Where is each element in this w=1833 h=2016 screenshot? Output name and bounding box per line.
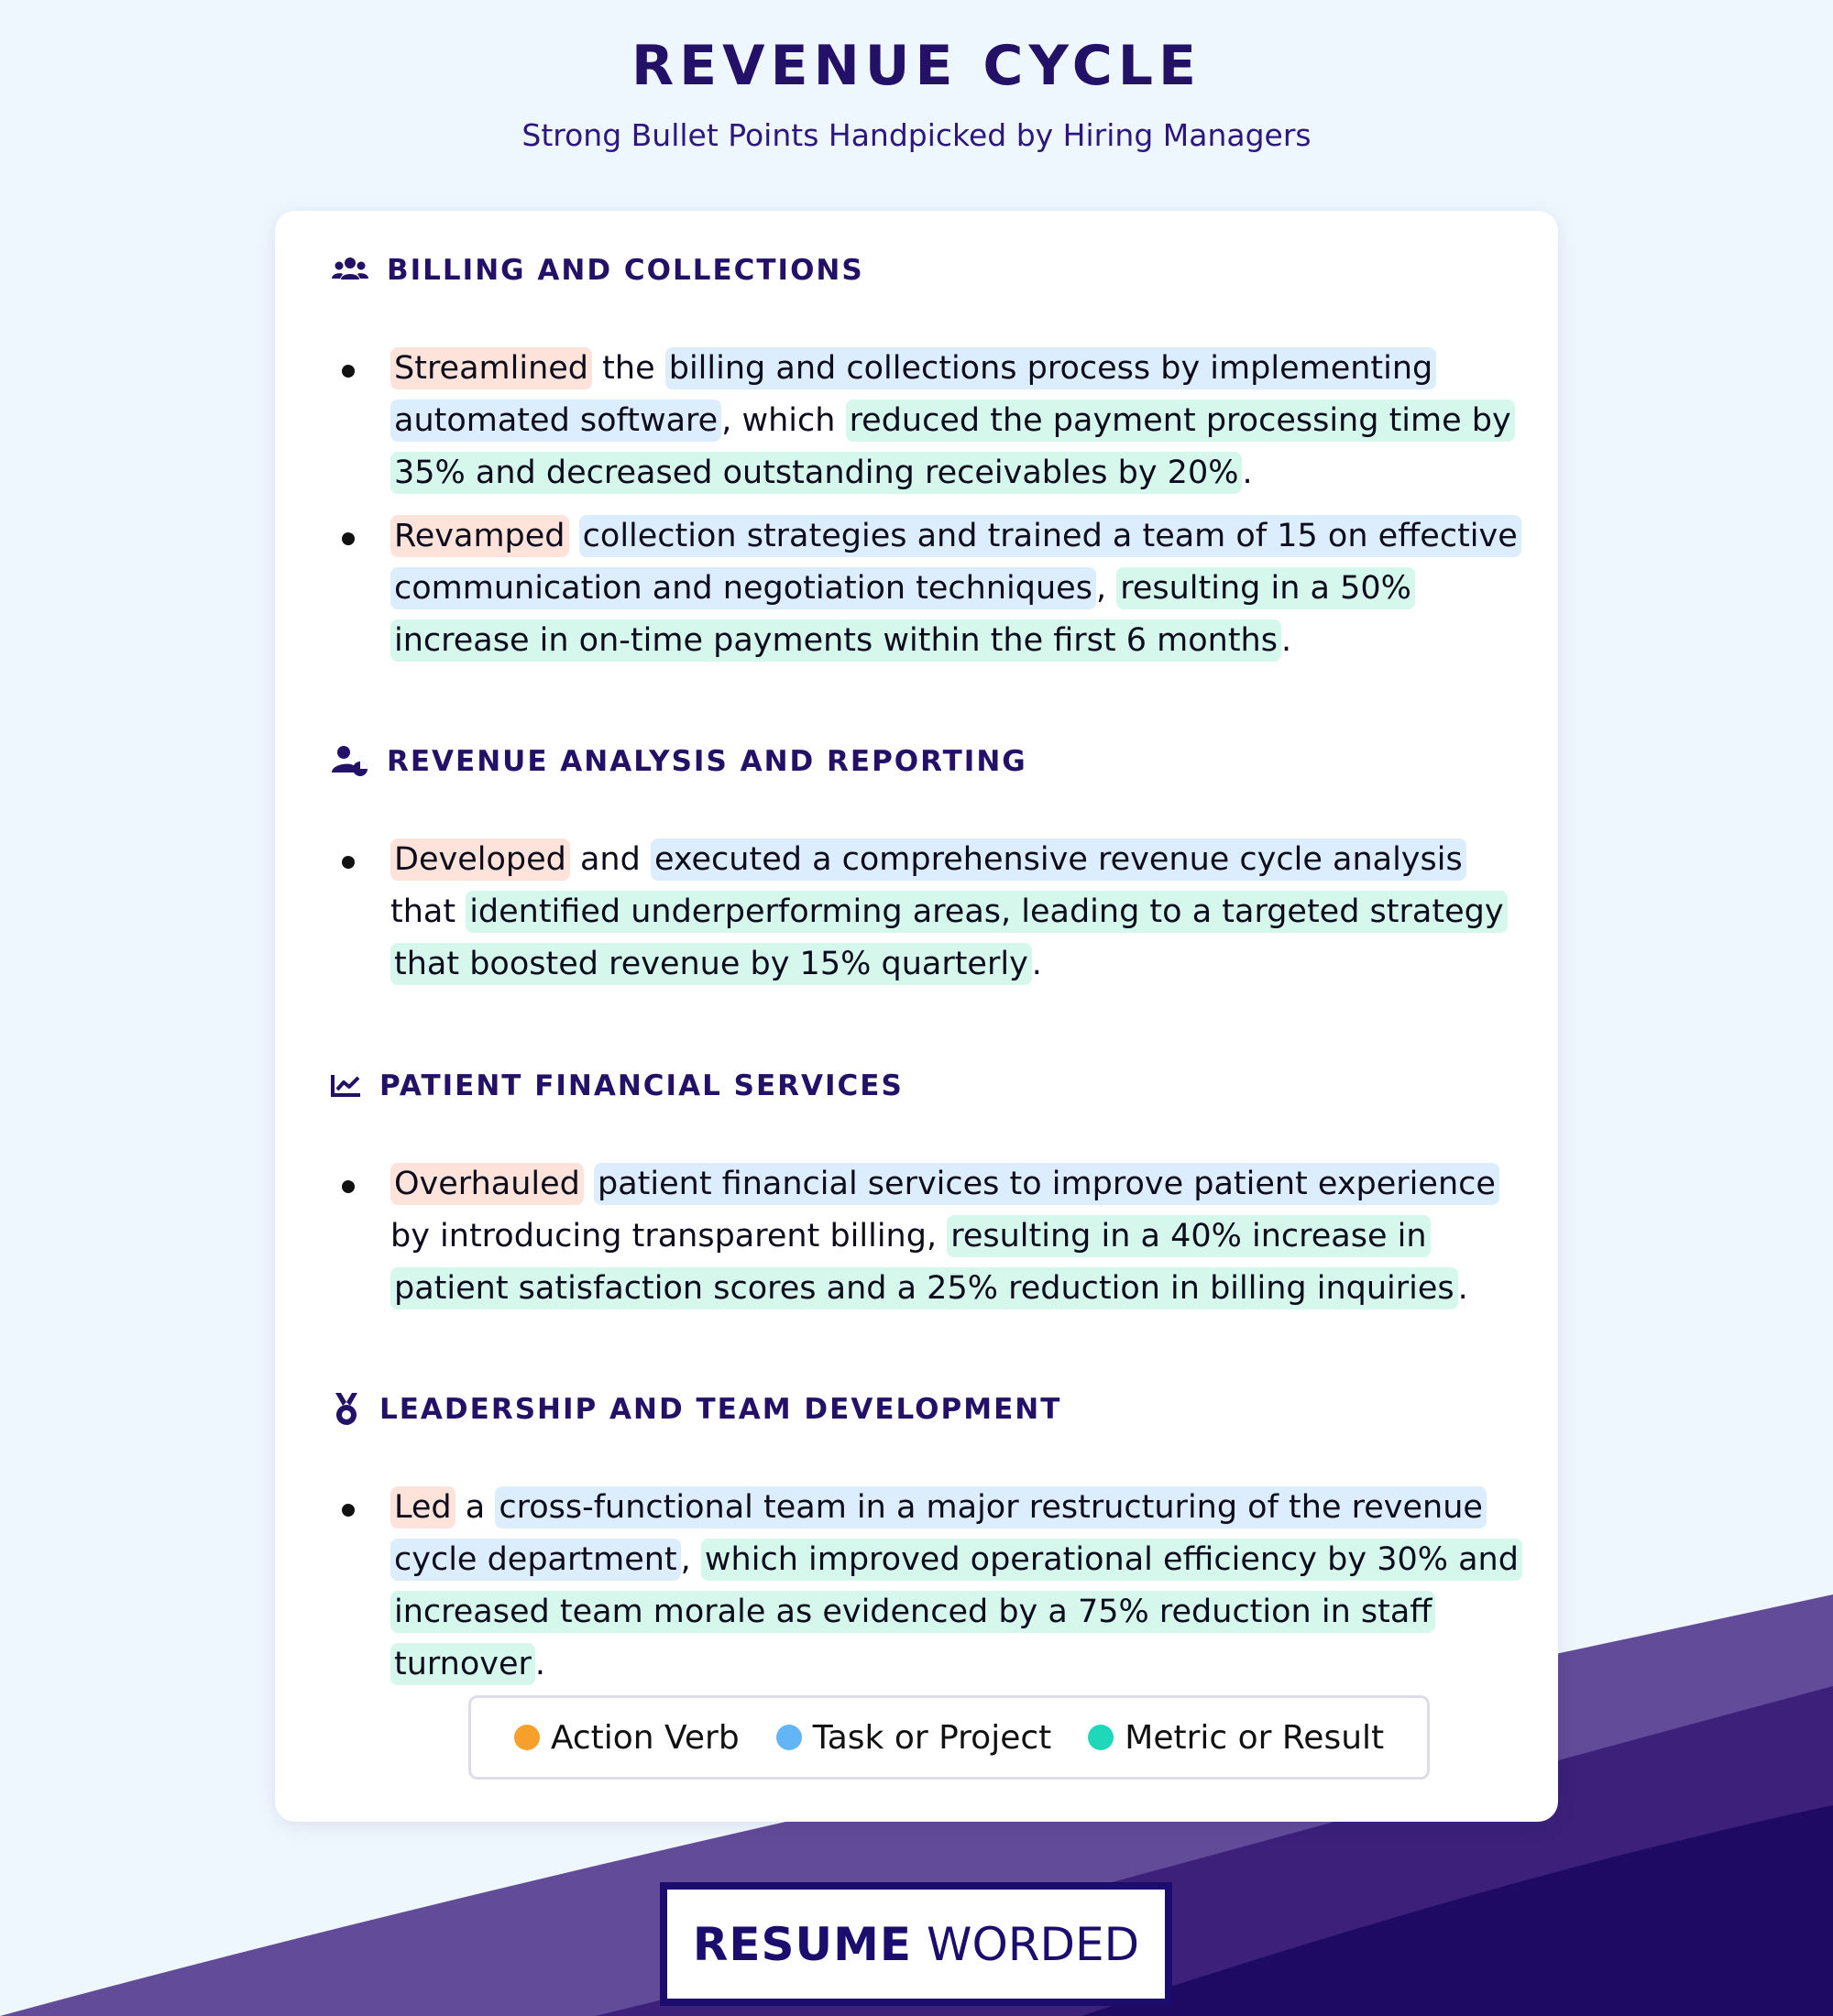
plain-text: ,: [1095, 570, 1117, 607]
action-verb: Developed: [390, 838, 570, 881]
task-or-project: collection strategies and trained a team of 15 on effective communication and negotiation techniques: [390, 515, 1521, 609]
plain-text: a: [455, 1489, 496, 1526]
user-chart-icon: [330, 741, 370, 782]
bullet-item: [330, 343, 1521, 499]
bullet-list: [330, 1158, 1521, 1315]
plain-text: and: [569, 841, 651, 878]
bullet-item: [330, 510, 1521, 667]
task-or-project: billing and collections process by implementing automated software: [390, 347, 1436, 442]
plain-text: .: [1280, 622, 1292, 659]
plain-text: by introducing transparent billing,: [390, 1218, 948, 1255]
section-patient-financial-services: [330, 1063, 1521, 1326]
bullet-item: [330, 1158, 1521, 1315]
section-heading: [330, 1063, 1521, 1109]
page-title: REVENUE CYCLE: [631, 34, 1202, 98]
plain-text: [569, 518, 579, 554]
highlight-legend: [468, 1695, 1430, 1780]
section-heading: [330, 739, 1521, 784]
line-chart-icon: [330, 1066, 363, 1106]
section-title: BILLING AND COLLECTIONS: [387, 254, 864, 287]
brand-strong-text: RESUME: [692, 1917, 913, 1971]
plain-text: .: [1457, 1270, 1468, 1307]
users-group-icon: [330, 250, 370, 290]
metric-or-result: which improved operational efficiency by 30% and increased team morale as evidenced by a 75% reduction in staff turnover: [390, 1539, 1522, 1685]
legend-label: Metric or Result: [1125, 1718, 1385, 1757]
section-heading: [330, 247, 1521, 293]
legend-item-metric: [1088, 1719, 1384, 1757]
plain-text: the: [592, 350, 665, 387]
plain-text: ,: [680, 1541, 701, 1578]
plain-text: .: [1031, 946, 1042, 982]
orange-dot-icon: [514, 1725, 540, 1750]
legend-label: Task or Project: [812, 1718, 1052, 1757]
metric-or-result: resulting in a 50% increase in on-time payments within the first 6 months: [390, 567, 1415, 662]
section-title: LEADERSHIP AND TEAM DEVELOPMENT: [379, 1393, 1062, 1426]
bullet-list: [330, 343, 1521, 667]
section-revenue-analysis-and-reporting: [330, 739, 1521, 1002]
task-or-project: cross-functional team in a major restructuring of the revenue cycle department: [390, 1486, 1487, 1581]
section-title: PATIENT FINANCIAL SERVICES: [379, 1069, 904, 1102]
plain-text: [584, 1166, 594, 1202]
blue-dot-icon: [776, 1725, 802, 1750]
legend-label: Action Verb: [550, 1718, 740, 1757]
brand-light-text: WORDED: [927, 1917, 1140, 1971]
plain-text: that: [390, 893, 466, 930]
resume-worded-logo: [660, 1882, 1172, 2006]
bullet-points-card: [275, 211, 1558, 1822]
page-subtitle: Strong Bullet Points Handpicked by Hiring Managers: [521, 117, 1312, 153]
bullet-item: [330, 834, 1521, 991]
bullet-item: [330, 1482, 1521, 1691]
plain-text: .: [1242, 455, 1253, 491]
metric-or-result: identified underperforming areas, leading to a targeted strategy that boosted revenue by 15% quarterly: [390, 891, 1508, 985]
teal-dot-icon: [1088, 1725, 1114, 1750]
action-verb: Revamped: [390, 515, 569, 557]
task-or-project: patient financial services to improve patient experience: [594, 1163, 1499, 1205]
action-verb: Streamlined: [390, 347, 592, 389]
medal-icon: [330, 1389, 363, 1430]
section-heading: [330, 1386, 1521, 1432]
section-title: REVENUE ANALYSIS AND REPORTING: [387, 745, 1027, 778]
section-billing-and-collections: [330, 247, 1521, 678]
page-header: [0, 27, 1833, 156]
plain-text: .: [534, 1646, 546, 1682]
bullet-list: [330, 1482, 1521, 1691]
section-leadership-and-team-development: [330, 1386, 1521, 1702]
metric-or-result: resulting in a 40% increase in patient satisfaction scores and a 25% reduction in billing inquiries: [390, 1215, 1458, 1309]
bullet-list: [330, 834, 1521, 991]
legend-item-task: [776, 1719, 1052, 1757]
plain-text: , which: [721, 402, 846, 439]
task-or-project: executed a comprehensive revenue cycle analysis: [651, 838, 1466, 881]
metric-or-result: reduced the payment processing time by 35% and decreased outstanding receivables by 20%: [390, 400, 1515, 494]
action-verb: Led: [390, 1486, 456, 1528]
legend-item-action-verb: [514, 1719, 740, 1757]
action-verb: Overhauled: [390, 1163, 584, 1205]
